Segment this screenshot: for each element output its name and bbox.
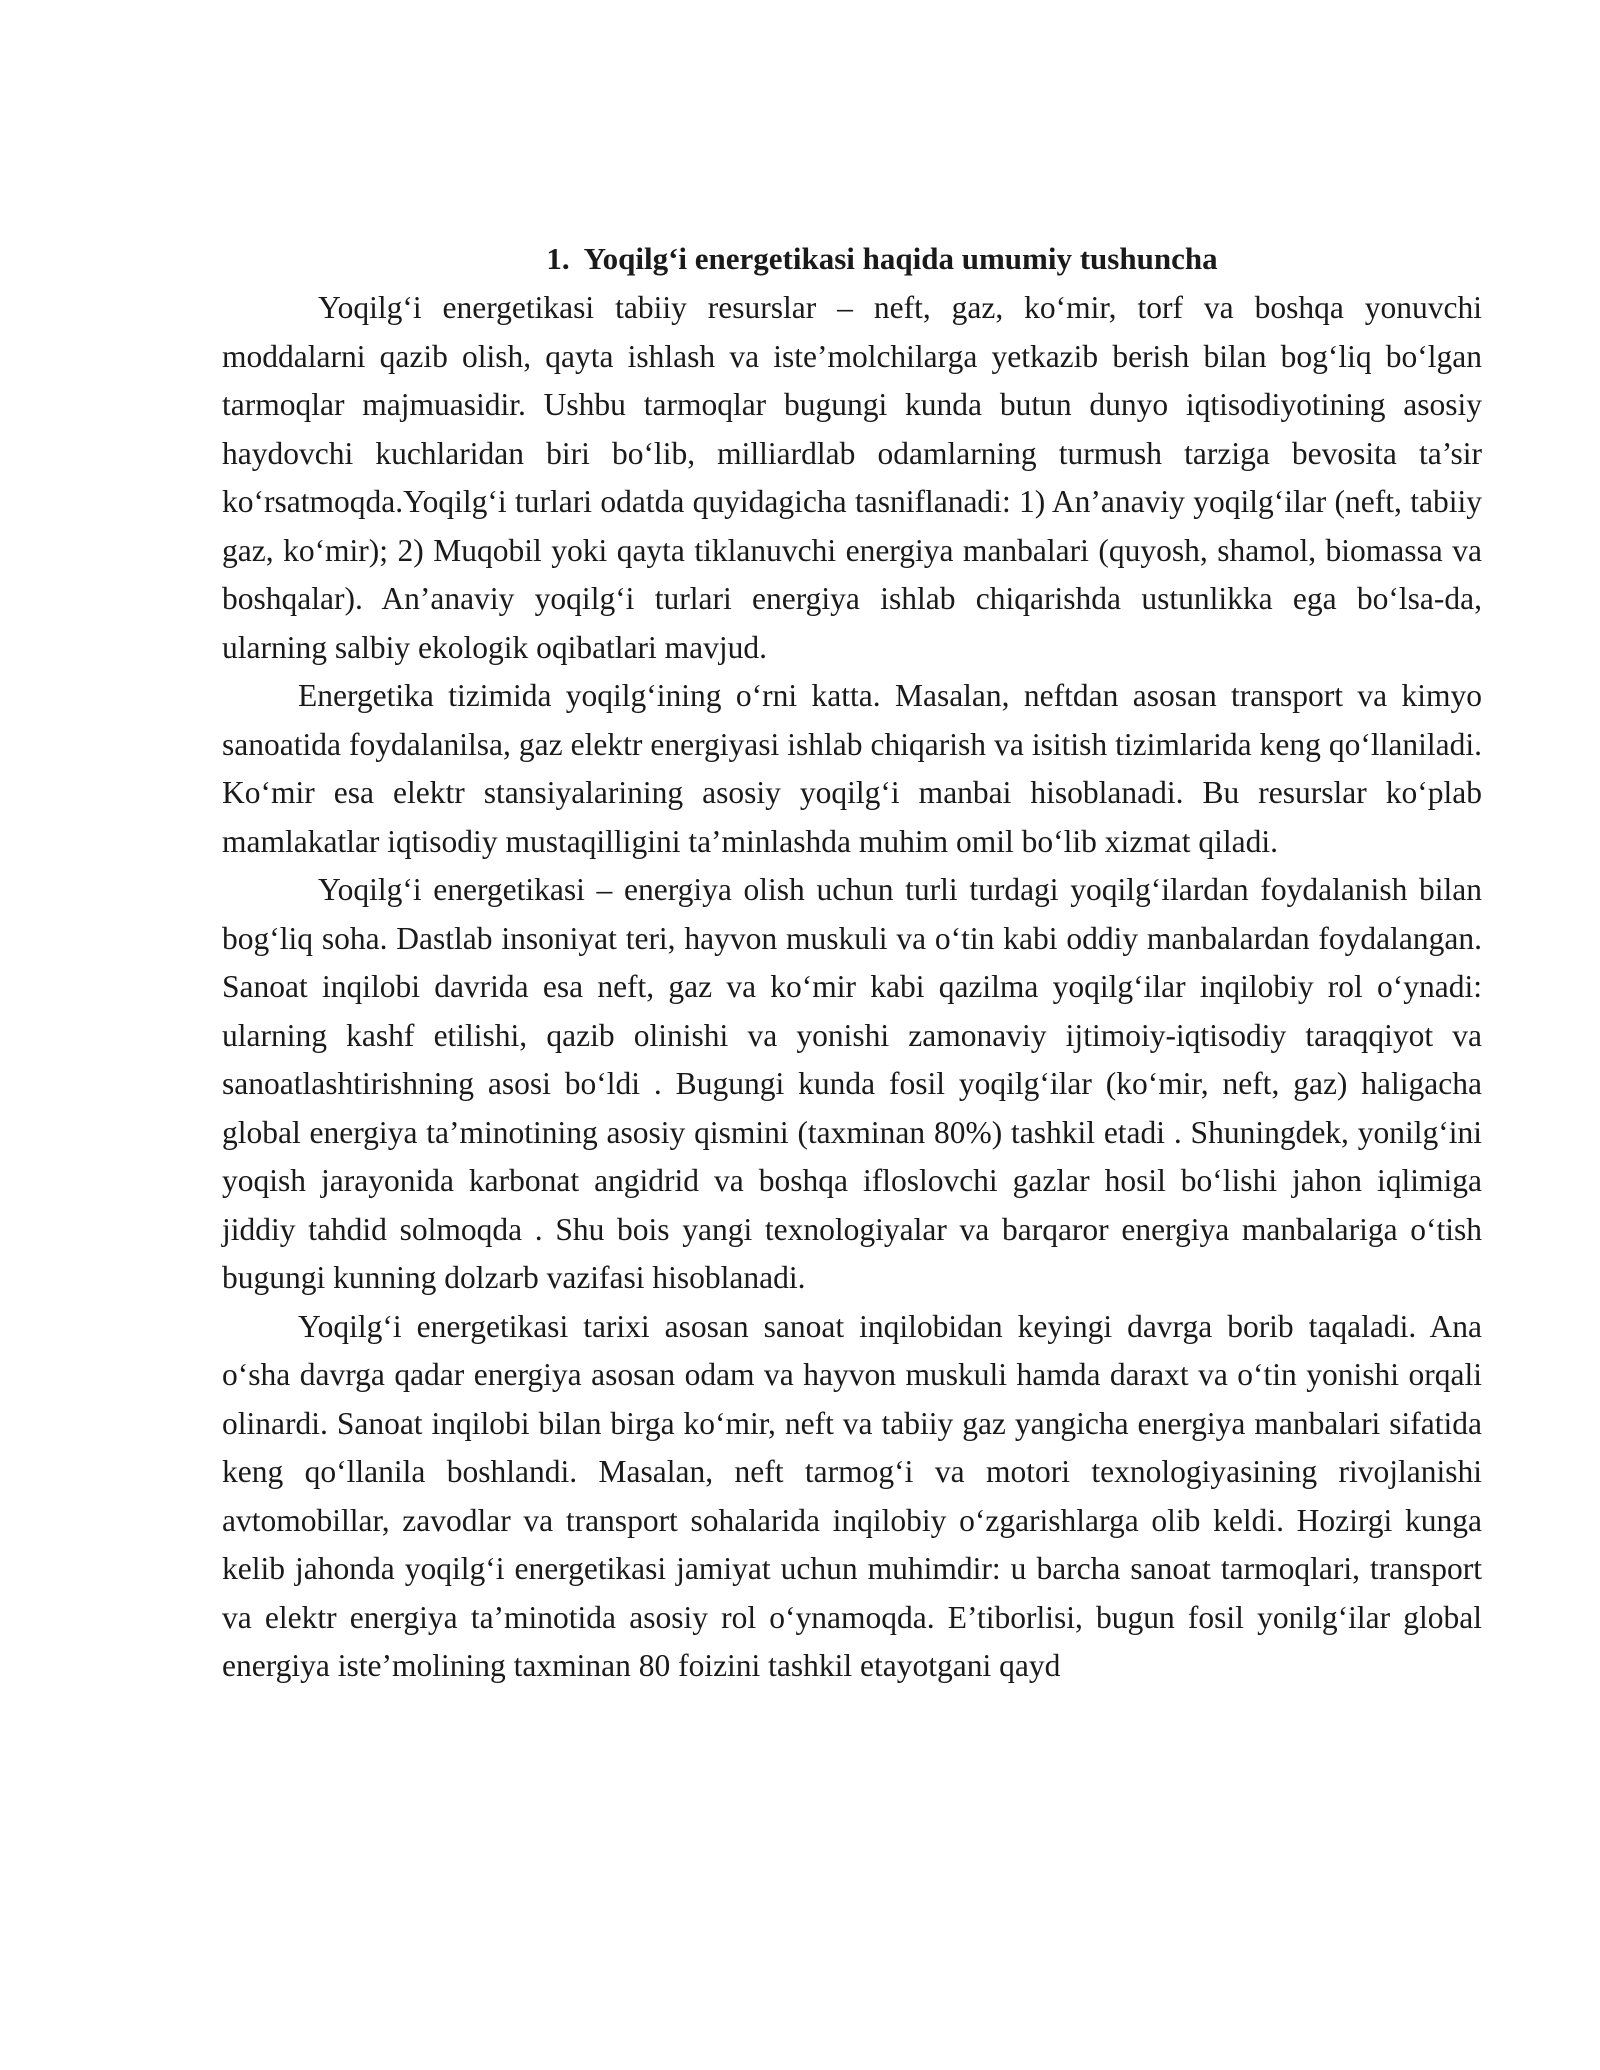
paragraph-2: Energetika tizimida yoqilg‘ining o‘rni katta. Masalan, neftdan asosan transport va kimyo sanoatida foydalanilsa, gaz elektr energiyasi ishlab chiqarish va isitish tizimlarida keng qo‘llaniladi. Ko‘mir esa elektr stansiyalarining asosiy yoqilg‘i manbai hisoblanadi. Bu resurslar ko‘plab mamlakatlar iqtisodiy mustaqilligini ta’minlashda muhim omil bo‘lib xizmat qiladi. [222, 678, 1482, 859]
heading-title: Yoqilg‘i energetikasi haqida umumiy tushuncha [583, 241, 1218, 276]
paragraph-1: Yoqilg‘i energetikasi tabiiy resurslar – neft, gaz, ko‘mir, torf va boshqa yonuvchi moddalarni qazib olish, qayta ishlash va iste’molchilarga yetkazib berish bilan bog‘liq bo‘lgan tarmoqlar majmuasidir. Ushbu tarmoqlar bugungi kunda butun dunyo iqtisodiyotining asosiy haydovchi kuchlaridan biri bo‘lib, milliardlab odamlarning turmush tarziga bevosita ta’sir ko‘rsatmoqda.Yoqilg‘i turlari odatda quyidagicha tasniflanadi: 1) An’anaviy yoqilg‘ilar (neft, tabiiy gaz, ko‘mir); 2) Muqobil yoki qayta tiklanuvchi energiya manbalari (quyosh, shamol, biomassa va boshqalar). An’anaviy yoqilg‘i turlari energiya ishlab chiqarishda ustunlikka ega bo‘lsa-da, ularning salbiy ekologik oqibatlari mavjud. [222, 290, 1482, 665]
paragraph-4: Yoqilg‘i energetikasi tarixi asosan sanoat inqilobidan keyingi davrga borib taqaladi. Ana o‘sha davrga qadar energiya asosan odam va hayvon muskuli hamda daraxt va o‘tin yonishi orqali olinardi. Sanoat inqilobi bilan birga ko‘mir, neft va tabiiy gaz yangicha energiya manbalari sifatida keng qo‘llanila boshlandi. Masalan, neft tarmog‘i va motori texnologiyasining rivojlanishi avtomobillar, zavodlar va transport sohalarida inqilobiy o‘zgarishlarga olib keldi. Hozirgi kunga kelib jahonda yoqilg‘i energetikasi jamiyat uchun muhimdir: u barcha sanoat tarmoqlari, transport va elektr energiya ta’minotida asosiy rol o‘ynamoqda. E’tiborlisi, bugun fosil yonilg‘ilar global energiya iste’molining taxminan 80 foizini tashkil etayotgani qayd [222, 1308, 1482, 1683]
heading-number: 1. [546, 241, 570, 276]
page-content [222, 236, 1482, 1691]
paragraph-3: Yoqilg‘i energetikasi – energiya olish uchun turli turdagi yoqilg‘ilardan foydalanish bilan bog‘liq soha. Dastlab insoniyat teri, hayvon muskuli va o‘tin kabi oddiy manbalardan foydalangan. Sanoat inqilobi davrida esa neft, gaz va ko‘mir kabi qazilma yoqilg‘ilar inqilobiy rol o‘ynadi: ularning kashf etilishi, qazib olinishi va yonishi zamonaviy ijtimoiy-iqtisodiy taraqqiyot va sanoatlashtirishning asosi bo‘ldi . Bugungi kunda fosil yoqilg‘ilar (ko‘mir, neft, gaz) haligacha global energiya ta’minotining asosiy qismini (taxminan 80%) tashkil etadi . Shuningdek, yonilg‘ini yoqish jarayonida karbonat angidrid va boshqa ifloslovchi gazlar hosil bo‘lishi jahon iqlimiga jiddiy tahdid solmoqda . Shu bois yangi texnologiyalar va barqaror energiya manbalariga o‘tish bugungi kunning dolzarb vazifasi hisoblanadi. [222, 872, 1482, 1295]
section-heading [222, 236, 1482, 282]
